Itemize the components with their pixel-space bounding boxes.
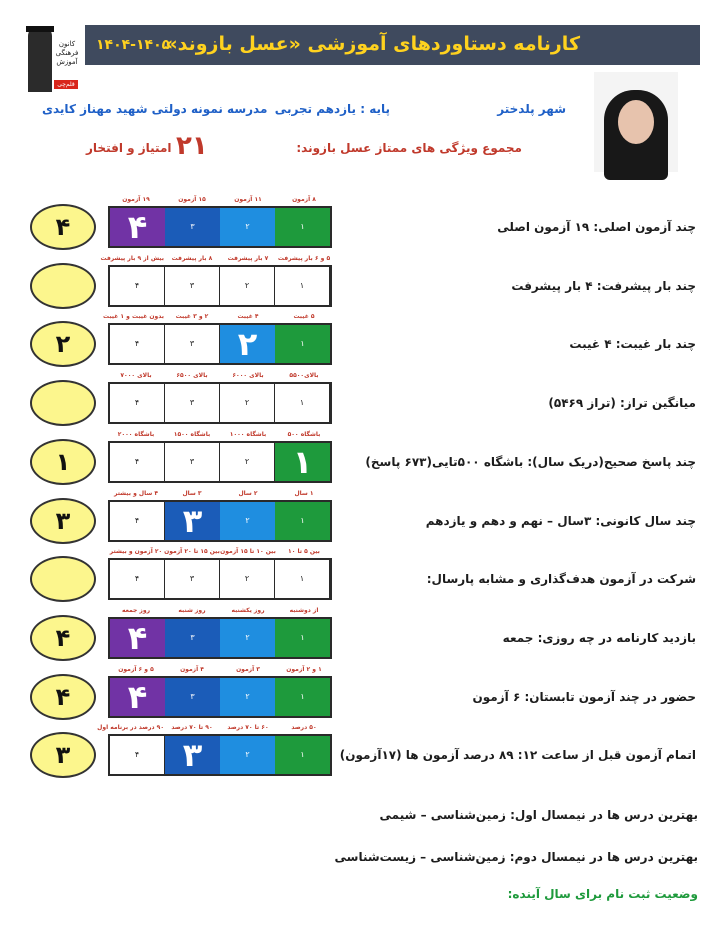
level-cell: ۱ — [275, 560, 330, 598]
level-label: ۴ آزمون — [180, 665, 204, 673]
logo-line-2: فرهنگی — [55, 49, 79, 57]
logo-figure — [28, 26, 52, 92]
level-cell: ۳ — [165, 736, 220, 774]
level-label: ۵ و ۶ آزمون — [118, 665, 154, 673]
level-label: باشگاه ۱۰۰۰ — [229, 430, 267, 438]
level-cell: ۱ — [275, 736, 330, 774]
level-label: روز شنبه — [178, 606, 206, 614]
level-label: ۸ آزمون — [292, 196, 316, 203]
level-cell: ۲ — [220, 267, 275, 305]
criterion-text: چند سال کانونی: ۳سال – نهم و دهم و یازدهم — [425, 513, 696, 528]
criterion-text: بازدید کارنامه در چه روزی: جمعه — [502, 630, 696, 645]
level-label: ۹۰ درصد در برنامه اول — [97, 724, 164, 732]
level-label: باشگاه ۲۰۰۰ — [117, 430, 155, 438]
level-label: بالای ۷۰۰۰ — [120, 372, 152, 380]
level-label: بدون غیبت و ۱ غیبت — [102, 313, 164, 321]
level-cell: ۳ — [165, 560, 220, 598]
level-label: ۵ غیبت — [293, 313, 315, 321]
level-cells — [108, 617, 332, 659]
criterion-text: چند بار پیشرفت: ۴ بار پیشرفت — [511, 278, 696, 293]
score-circle: ۴ — [30, 674, 96, 720]
criterion-text: چند پاسخ صحیح(دریک سال): باشگاه ۵۰۰تایی(۶۷۳ پاسخ) — [365, 454, 696, 469]
level-label: ۲۰ آزمون و بیشتر — [109, 548, 163, 556]
level-cell: ۱ — [275, 443, 330, 481]
level-label: ۱ سال — [294, 489, 314, 497]
level-cell: ۴ — [110, 267, 165, 305]
level-label: ۳ سال — [182, 489, 202, 497]
level-cells — [108, 382, 332, 424]
level-label: بین ۱۰ تا ۱۵ آزمون — [220, 548, 276, 556]
level-cell: ۳ — [165, 325, 220, 363]
student-city: شهر پلدختر — [497, 102, 566, 116]
logo-tag: قلم‌چی — [54, 80, 78, 89]
score-circle: ۲ — [30, 321, 96, 367]
level-label: ۱۵ آزمون — [178, 196, 206, 203]
row-level-labels — [100, 254, 332, 264]
level-label: بالای۵۵۰۰ — [289, 372, 319, 380]
level-label: ۵۰ درصد — [291, 724, 317, 732]
level-label: بالای ۶۵۰۰ — [176, 372, 208, 380]
report-title: کارنامه دستاوردهای آموزشی «عسل بازوند» — [165, 33, 580, 55]
row-level-labels — [102, 312, 332, 322]
level-label: ۸ بار پیشرفت — [171, 254, 213, 262]
criterion-text: حضور در چند آزمون تابستان: ۶ آزمون — [472, 689, 696, 704]
photo-face — [618, 100, 654, 144]
level-cell: ۳ — [165, 267, 220, 305]
level-cells — [108, 676, 332, 718]
best-lessons-first-term: بهترین درس ها در نیمسال اول: زمین‌شناسی – شیمی — [379, 808, 698, 822]
student-photo — [594, 72, 678, 172]
row-level-labels — [108, 606, 332, 616]
level-cell: ۲ — [220, 502, 275, 540]
level-cell: ۳ — [165, 384, 220, 422]
level-cells — [108, 558, 332, 600]
criterion-text: اتمام آزمون قبل از ساعت ۱۲: ۸۹ درصد آزمون ها (۱۷آزمون) — [339, 748, 696, 763]
level-cells — [108, 265, 332, 307]
level-cell: ۱ — [275, 267, 330, 305]
row-level-labels — [108, 430, 332, 440]
row-level-labels — [108, 371, 332, 381]
level-cell: ۴ — [110, 619, 165, 657]
score-circle: ۳ — [30, 498, 96, 544]
level-label: ۵ و ۶ بار پیشرفت — [277, 254, 331, 262]
level-cell: ۲ — [220, 325, 275, 363]
level-cell: ۲ — [220, 384, 275, 422]
level-label: بالای ۶۰۰۰ — [232, 372, 264, 380]
report-years: ۱۴۰۴-۱۴۰۵ — [96, 37, 171, 53]
best-lessons-second-term: بهترین درس ها در نیمسال دوم: زمین‌شناسی – زیست‌شناسی — [334, 850, 698, 864]
logo-text — [52, 40, 82, 67]
level-cell: ۱ — [275, 619, 330, 657]
level-cell: ۴ — [110, 443, 165, 481]
level-label: بین ۱۵ تا ۲۰ آزمون — [164, 548, 220, 556]
level-cell: ۴ — [110, 736, 165, 774]
level-cell: ۲ — [220, 619, 275, 657]
level-cell: ۲ — [220, 560, 275, 598]
level-cell: ۲ — [220, 443, 275, 481]
level-label: بین ۵ تا ۱۰ — [288, 548, 320, 556]
level-label: ۲ و ۳ غیبت — [175, 313, 209, 321]
level-label: ۲ سال — [238, 489, 258, 497]
level-cell: ۳ — [165, 443, 220, 481]
level-label: ۴ غیبت — [237, 313, 259, 321]
level-cell: ۱ — [275, 678, 330, 716]
criterion-text: چند آزمون اصلی: ۱۹ آزمون اصلی — [497, 220, 696, 234]
level-label: بیش از ۹ بار پیشرفت — [100, 254, 164, 262]
score-circle: ۴ — [30, 615, 96, 661]
level-cells — [108, 500, 332, 542]
level-cell: ۴ — [110, 208, 165, 246]
level-cell: ۳ — [165, 502, 220, 540]
level-label: ۱ و ۲ آزمون — [286, 665, 322, 673]
student-grade: پایه : یازدهم تجربی — [274, 102, 390, 116]
row-level-labels — [108, 665, 332, 675]
level-cells — [108, 441, 332, 483]
level-label: باشگاه ۵۰۰ — [287, 430, 321, 438]
level-cell: ۴ — [110, 325, 165, 363]
criterion-text: شرکت در آزمون هدف‌گذاری و مشابه پارسال: — [426, 572, 696, 587]
logo-line-1: کانون — [58, 40, 76, 48]
level-cell: ۱ — [275, 502, 330, 540]
score-circle: ۴ — [30, 204, 96, 250]
level-label: ۴ سال و بیشتر — [113, 489, 159, 497]
level-cell: ۲ — [220, 678, 275, 716]
graduate-logo-icon — [28, 26, 80, 92]
level-label: روز جمعه — [121, 606, 151, 614]
summary-label: مجموع ویژگی های ممتاز عسل بازوند: — [296, 141, 522, 155]
row-level-labels — [108, 195, 332, 205]
level-cell: ۱ — [275, 384, 330, 422]
level-cell: ۴ — [110, 560, 165, 598]
level-label: ۳ آزمون — [236, 665, 260, 673]
level-cell: ۱ — [275, 208, 330, 246]
level-cell: ۳ — [165, 678, 220, 716]
logo-cap — [26, 26, 54, 32]
score-circle — [30, 380, 96, 426]
level-label: روز یکشنبه — [231, 606, 265, 614]
student-school: مدرسه نمونه دولتی شهید مهناز کایدی — [42, 102, 268, 116]
row-level-labels — [97, 723, 332, 733]
registration-status: وضعیت ثبت نام برای سال آینده: — [507, 887, 698, 901]
score-circle: ۳ — [30, 732, 96, 778]
score-circle: ۱ — [30, 439, 96, 485]
score-circle — [30, 263, 96, 309]
level-cells — [108, 323, 332, 365]
level-cell: ۲ — [220, 736, 275, 774]
criterion-text: میانگین تراز: (تراز ۵۴۶۹) — [548, 396, 696, 411]
level-label: از دوشنبه — [289, 606, 319, 614]
score-circle — [30, 556, 96, 602]
level-cell: ۱ — [275, 325, 330, 363]
level-cell: ۳ — [165, 208, 220, 246]
level-cell: ۴ — [110, 384, 165, 422]
level-cell: ۳ — [165, 619, 220, 657]
level-label: ۹۰ تا ۷۰ درصد — [171, 724, 213, 732]
level-label: ۷ بار پیشرفت — [227, 254, 269, 262]
level-cells — [108, 206, 332, 248]
level-label: ۱۱ آزمون — [234, 196, 262, 203]
level-label: باشگاه ۱۵۰۰ — [173, 430, 211, 438]
logo-line-3: آموزش — [56, 58, 78, 66]
level-label: ۶۰ تا ۷۰ درصد — [227, 724, 269, 732]
level-cell: ۴ — [110, 502, 165, 540]
level-cell: ۴ — [110, 678, 165, 716]
summary-value: ۲۱ — [176, 131, 208, 161]
criterion-text: چند بار غیبت: ۴ غیبت — [569, 337, 696, 352]
summary-unit: امتیاز و افتخار — [86, 141, 172, 155]
level-cells — [108, 734, 332, 776]
level-label: ۱۹ آزمون — [122, 196, 150, 203]
row-level-labels — [108, 547, 332, 557]
row-level-labels — [108, 489, 332, 499]
level-cell: ۲ — [220, 208, 275, 246]
